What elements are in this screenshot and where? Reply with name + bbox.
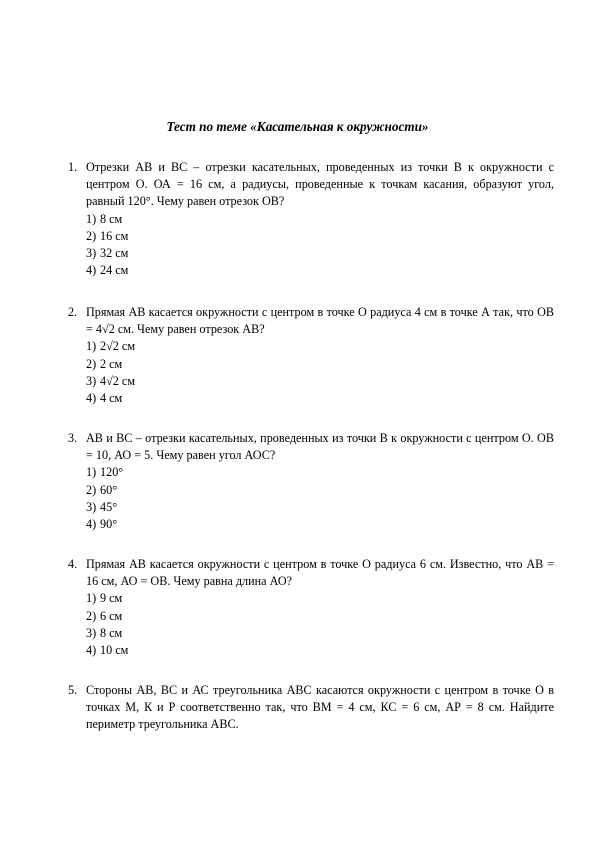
option-number: 2) bbox=[86, 608, 97, 623]
answer-option bbox=[86, 262, 554, 279]
question-1 bbox=[68, 159, 554, 279]
document-title: Тест по теме «Касательная к окружности» bbox=[166, 119, 429, 134]
option-text: 9 см bbox=[100, 591, 123, 606]
answer-option bbox=[86, 499, 554, 516]
option-number: 1) bbox=[86, 465, 97, 480]
question-3 bbox=[68, 430, 554, 533]
option-number: 3) bbox=[86, 245, 97, 260]
option-number: 1) bbox=[86, 591, 97, 606]
answer-options bbox=[86, 590, 554, 659]
question-text: Прямая АВ касается окружности с центром в точке О радиуса 6 см. Известно, что АВ = 16 см, АО = ОВ. Чему равна длина АО? bbox=[86, 557, 554, 589]
option-text: 24 см bbox=[100, 263, 129, 278]
question-text: Прямая АВ касается окружности с центром в точке О радиуса 4 см в точке А так, что ОВ = 4√2 см. Чему равен отрезок АВ? bbox=[86, 305, 554, 337]
option-number: 3) bbox=[86, 373, 97, 388]
option-text: 8 см bbox=[100, 625, 123, 640]
question-5 bbox=[68, 682, 554, 734]
answer-option bbox=[86, 482, 554, 499]
answer-option bbox=[86, 608, 554, 625]
question-text: Стороны АВ, ВС и АС треугольника АВС касаются окружности с центром в точке О в точках М, К и Р соответственно так, что ВМ = 4 см, КС = 6 см, АР = 8 см. Найдите периметр треугольника АВС. bbox=[86, 683, 554, 732]
option-text: 32 см bbox=[100, 245, 129, 260]
option-number: 3) bbox=[86, 625, 97, 640]
option-text: 8 см bbox=[100, 211, 123, 226]
question-number: 5. bbox=[68, 683, 78, 697]
answer-option bbox=[86, 228, 554, 245]
option-text: 4 см bbox=[100, 390, 123, 405]
answer-option bbox=[86, 642, 554, 659]
question-number: 4. bbox=[68, 557, 78, 571]
option-text: 60° bbox=[100, 482, 118, 497]
answer-option bbox=[86, 356, 554, 373]
question-text: АВ и ВС – отрезки касательных, проведенных из точки В к окружности с центром О. ОВ = 10, АО = 5. Чему равен угол АОС? bbox=[86, 431, 554, 463]
answer-option bbox=[86, 373, 554, 390]
option-number: 2) bbox=[86, 228, 97, 243]
option-text: 2√2 см bbox=[100, 339, 136, 354]
option-text: 45° bbox=[100, 499, 118, 514]
answer-options bbox=[86, 464, 554, 533]
question-number: 1. bbox=[68, 160, 78, 174]
answer-options bbox=[86, 338, 554, 407]
answer-option bbox=[86, 590, 554, 607]
answer-options bbox=[86, 211, 554, 280]
option-text: 10 см bbox=[100, 642, 129, 657]
option-number: 4) bbox=[86, 516, 97, 531]
option-text: 4√2 см bbox=[100, 373, 136, 388]
option-text: 90° bbox=[100, 516, 118, 531]
option-number: 2) bbox=[86, 356, 97, 371]
question-number: 2. bbox=[68, 305, 78, 319]
option-number: 2) bbox=[86, 482, 97, 497]
option-text: 16 см bbox=[100, 228, 129, 243]
question-number: 3. bbox=[68, 431, 78, 445]
answer-option bbox=[86, 245, 554, 262]
answer-option bbox=[86, 464, 554, 481]
option-text: 120° bbox=[100, 465, 124, 480]
option-number: 4) bbox=[86, 263, 97, 278]
answer-option bbox=[86, 211, 554, 228]
option-text: 2 см bbox=[100, 356, 123, 371]
question-2 bbox=[68, 304, 554, 407]
option-text: 6 см bbox=[100, 608, 123, 623]
option-number: 1) bbox=[86, 211, 97, 226]
option-number: 4) bbox=[86, 390, 97, 405]
question-text: Отрезки АВ и ВС – отрезки касательных, проведенных из точки В к окружности с центром О. ОА = 16 см, а радиусы, проведенные к точкам касания, образуют угол, равный 120°. Чему равен отрезок ОВ? bbox=[86, 160, 554, 209]
option-number: 3) bbox=[86, 499, 97, 514]
answer-option bbox=[86, 390, 554, 407]
option-number: 1) bbox=[86, 339, 97, 354]
option-number: 4) bbox=[86, 642, 97, 657]
answer-option bbox=[86, 338, 554, 355]
answer-option bbox=[86, 516, 554, 533]
question-4 bbox=[68, 556, 554, 659]
answer-option bbox=[86, 625, 554, 642]
